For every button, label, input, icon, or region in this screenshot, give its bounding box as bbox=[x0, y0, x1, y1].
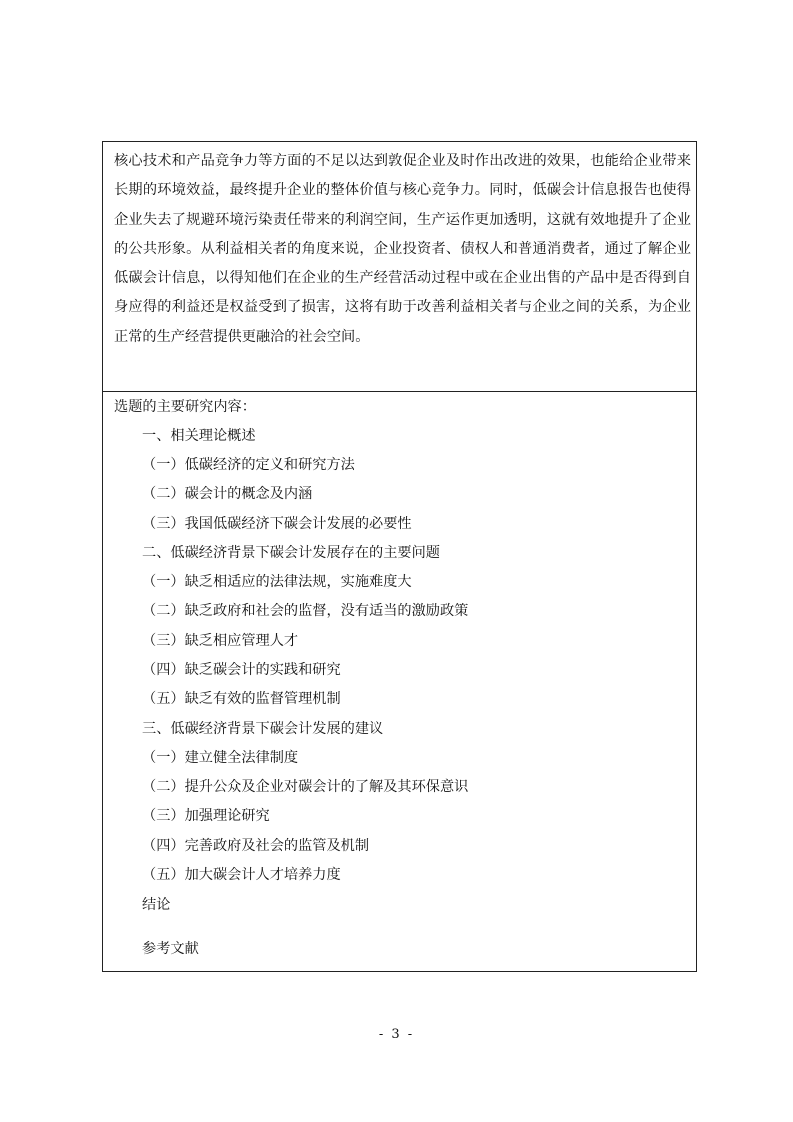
outline-item: （一）缺乏相适应的法律法规，实施难度大 bbox=[142, 574, 412, 590]
outline-item: （三）加强理论研究 bbox=[142, 808, 270, 824]
outline-item: （四）完善政府及社会的监管及机制 bbox=[142, 838, 370, 854]
outline-item: （二）缺乏政府和社会的监督，没有适当的激励政策 bbox=[142, 603, 469, 619]
outline-item: （二）碳会计的概念及内涵 bbox=[142, 486, 313, 502]
outline-item: （一）建立健全法律制度 bbox=[142, 750, 299, 766]
research-content-heading: 选题的主要研究内容： bbox=[114, 399, 256, 415]
page-number: - 3 - bbox=[378, 1027, 415, 1042]
outline-item: （三）缺乏相应管理人才 bbox=[142, 633, 299, 649]
outline-item: （四）缺乏碳会计的实践和研究 bbox=[142, 662, 341, 678]
background-paragraph: 核心技术和产品竞争力等方面的不足以达到敦促企业及时作出改进的效果，也能给企业带来长期的环境效益，最终提升企业的整体价值与核心竞争力。同时，低碳会计信息报告也使得企业失去了规避环境污染责任带来的利润空间，生产运作更加透明，这就有效地提升了企业的公共形象。从利益相关者的角度来说，企业投资者、债权人和普通消费者，通过了解企业低碳会计信息，以得知他们在企业的生产经营活动过程中或在企业出售的产品中是否得到自身应得的利益还是权益受到了损害，这将有助于改善利益相关者与企业之间的关系，为企业正常的生产经营提供更融洽的社会空间。 bbox=[114, 153, 691, 345]
outline-item: （二）提升公众及企业对碳会计的了解及其环保意识 bbox=[142, 779, 469, 795]
outline-item: （三）我国低碳经济下碳会计发展的必要性 bbox=[142, 516, 412, 532]
outline-item: （一）低碳经济的定义和研究方法 bbox=[142, 457, 355, 473]
conclusion-item: 结论 bbox=[142, 897, 171, 913]
outline-item: 一、相关理论概述 bbox=[142, 428, 256, 444]
outline-item: （五）缺乏有效的监督管理机制 bbox=[142, 691, 341, 707]
outline-item: 三、低碳经济背景下碳会计发展的建议 bbox=[142, 721, 384, 737]
outline-item: 二、低碳经济背景下碳会计发展存在的主要问题 bbox=[142, 545, 440, 561]
references-item: 参考文献 bbox=[142, 941, 199, 957]
outline-item: （五）加大碳会计人才培养力度 bbox=[142, 867, 341, 883]
